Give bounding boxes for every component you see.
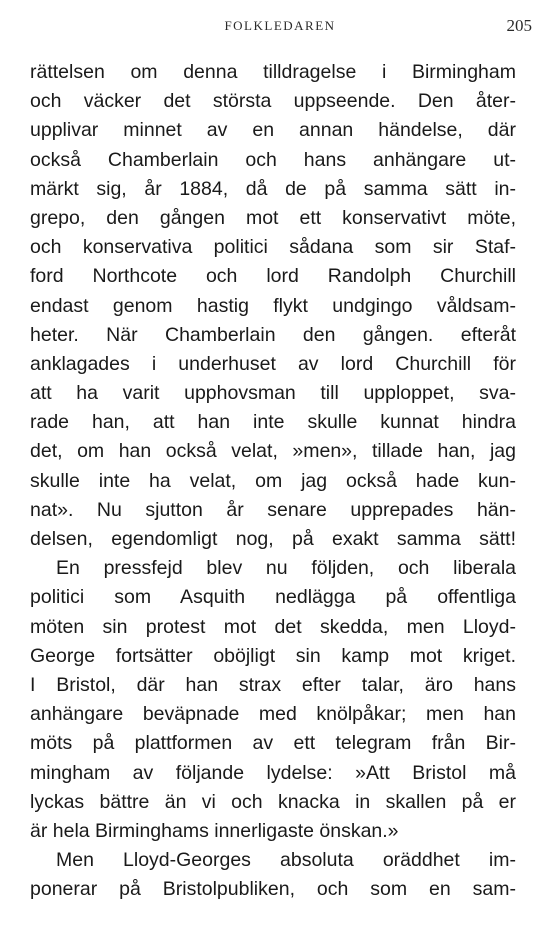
text-line: nat». Nu sjutton år senare upprepades hän- bbox=[30, 498, 516, 521]
text-line: politici som Asquith nedlägga på offentliga bbox=[30, 586, 516, 609]
text-line: och konservativa politici sådana som sir Staf- bbox=[30, 236, 516, 259]
text-line: är hela Birminghams innerligaste önskan.» bbox=[30, 819, 399, 842]
text-line: märkt sig, år 1884, då de på samma sätt in- bbox=[30, 177, 516, 200]
text-line: också Chamberlain och hans anhängare ut- bbox=[30, 148, 516, 171]
text-line: mingham av följande lydelse: »Att Bristol må bbox=[30, 761, 516, 784]
text-line: George fortsätter oböjligt sin kamp mot kriget. bbox=[30, 644, 516, 667]
text-line: rade han, att han inte skulle kunnat hindra bbox=[30, 411, 516, 434]
running-head: FOLKLEDAREN bbox=[224, 18, 336, 33]
text-line: endast genom hastig flykt undgingo våldsam- bbox=[30, 294, 516, 317]
text-line: Men Lloyd-Georges absoluta oräddhet im- bbox=[56, 849, 516, 872]
text-line: delsen, egendomligt nog, på exakt samma sätt! bbox=[30, 528, 516, 550]
text-line: skulle inte ha velat, om jag också hade kun- bbox=[30, 469, 516, 492]
body-text bbox=[30, 58, 516, 904]
page-number: 205 bbox=[506, 16, 532, 35]
page-header bbox=[28, 18, 532, 42]
text-line: och väcker det största uppseende. Den åter- bbox=[30, 90, 516, 113]
text-line: det, om han också velat, »men», tillade han, jag bbox=[30, 440, 516, 463]
text-line: I Bristol, där han strax efter talar, äro hans bbox=[30, 673, 516, 696]
text-line: ford Northcote och lord Randolph Churchill bbox=[30, 265, 516, 288]
text-line: heter. När Chamberlain den gången. efteråt bbox=[30, 323, 516, 346]
text-line: anhängare beväpnade med knölpåkar; men han bbox=[30, 703, 516, 726]
text-line: upplivar minnet av en annan händelse, där bbox=[30, 119, 516, 142]
text-line: ponerar på Bristolpubliken, och som en sam- bbox=[30, 878, 516, 901]
text-line: grepo, den gången mot ett konservativt möte, bbox=[30, 206, 516, 229]
text-line: rättelsen om denna tilldragelse i Birmingham bbox=[30, 61, 516, 83]
text-line: lyckas bättre än vi och knacka in skallen på er bbox=[30, 790, 516, 813]
text-line: att ha varit upphovsman till upploppet, sva- bbox=[30, 382, 516, 405]
text-line: möts på plattformen av ett telegram från Bir- bbox=[30, 732, 516, 755]
text-line: möten sin protest mot det skedda, men Lloyd- bbox=[30, 615, 516, 638]
text-line: En pressfejd blev nu följden, och liberala bbox=[56, 557, 516, 580]
text-line: anklagades i underhuset av lord Churchill för bbox=[30, 352, 516, 375]
